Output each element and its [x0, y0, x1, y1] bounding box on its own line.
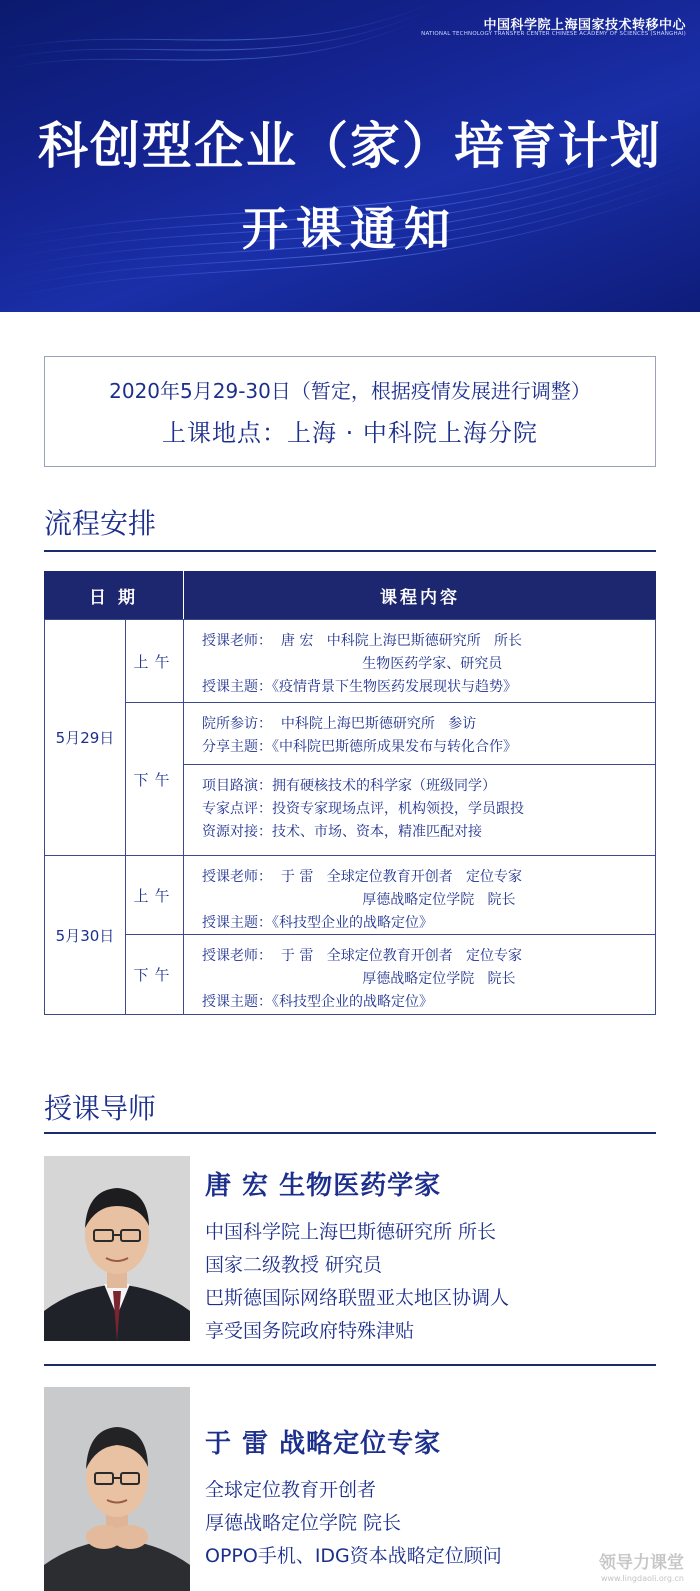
session-line: 授课主题：《科技型企业的战略定位》 [202, 915, 433, 931]
session-line: 院所参访： 中科院上海巴斯德研究所 参访 [202, 716, 477, 732]
header-banner [0, 0, 700, 312]
portrait-icon [44, 1156, 190, 1341]
half-day-pm [125, 934, 184, 1015]
day-cell-0529 [44, 619, 126, 856]
portrait-icon [44, 1387, 190, 1591]
mentor-photo-yu [44, 1387, 190, 1591]
page-subtitle: 开课通知 [242, 202, 458, 256]
half-day-pm [125, 702, 184, 856]
course-date: 2020年5月29-30日（暂定，根据疫情发展进行调整） [109, 379, 591, 403]
am-label: 上午 [133, 652, 176, 671]
schedule-heading: 流程安排 [44, 507, 157, 540]
session-line: 项目路演：拥有硬核技术的科学家（班级同学） [202, 778, 496, 794]
org-name-en: NATIONAL TECHNOLOGY TRANSFER CENTER CHINESE ACADEMY OF SCIENCES (SHANGHAI) [421, 31, 686, 37]
mentor-bio-line: 全球定位教育开创者 [205, 1479, 377, 1501]
mentor-bio-line: OPPO手机、IDG资本战略定位顾问 [205, 1545, 502, 1567]
mentor-photo-tang [44, 1156, 190, 1341]
session-content [183, 934, 656, 1015]
day-label: 5月30日 [55, 926, 115, 945]
watermark-logo: 领导力课堂 [599, 1553, 684, 1573]
org-name: 中国科学院上海国家技术转移中心 [483, 18, 686, 33]
session-line: 厚德战略定位学院 院长 [202, 892, 516, 908]
col-header-date: 日 期 [44, 571, 183, 619]
col-header-content: 课程内容 [184, 571, 656, 619]
session-line: 生物医药学家、研究员 [202, 656, 503, 672]
mentors-heading-rule [44, 1132, 656, 1134]
page-title: 科创型企业（家）培育计划 [38, 117, 662, 175]
half-day-am [125, 855, 184, 935]
course-location: 上课地点：上海 · 中科院上海分院 [162, 419, 538, 447]
session-content [183, 702, 656, 765]
session-line: 授课主题：《科技型企业的战略定位》 [202, 994, 433, 1010]
schedule-heading-rule [44, 550, 656, 552]
mentor-divider [44, 1364, 656, 1366]
mentor-name: 于 雷 战略定位专家 [205, 1429, 442, 1459]
session-line: 分享主题：《中科院巴斯德所成果发布与转化合作》 [202, 739, 517, 755]
session-line: 厚德战略定位学院 院长 [202, 971, 516, 987]
half-day-am [125, 619, 184, 703]
session-content [183, 764, 656, 856]
pm-label: 下午 [133, 770, 176, 789]
pm-label: 下午 [133, 966, 176, 984]
session-line: 授课老师： 于 雷 全球定位教育开创者 定位专家 [202, 869, 523, 885]
session-content [183, 855, 656, 935]
mentor-bio-line: 巴斯德国际网络联盟亚太地区协调人 [205, 1287, 510, 1309]
session-line: 专家点评：投资专家现场点评，机构领投，学员跟投 [202, 801, 524, 817]
mentor-name: 唐 宏 生物医药学家 [205, 1171, 442, 1201]
mentor-bio-line: 国家二级教授 研究员 [205, 1254, 383, 1276]
session-content [183, 619, 656, 703]
session-line: 授课老师： 于 雷 全球定位教育开创者 定位专家 [202, 948, 523, 964]
am-label: 上午 [133, 886, 176, 905]
day-cell-0530 [44, 855, 126, 1015]
info-box [44, 356, 656, 467]
session-line: 资源对接：技术、市场、资本，精准匹配对接 [202, 824, 482, 840]
watermark-url: www.lingdaoli.org.cn [600, 1574, 684, 1583]
mentor-bio-line: 享受国务院政府特殊津贴 [205, 1320, 415, 1342]
session-line: 授课老师： 唐 宏 中科院上海巴斯德研究所 所长 [202, 633, 523, 649]
day-label: 5月29日 [55, 729, 115, 747]
mentor-bio-line: 中国科学院上海巴斯德研究所 所长 [205, 1221, 497, 1243]
mentors-heading: 授课导师 [44, 1092, 157, 1125]
mentor-bio-line: 厚德战略定位学院 院长 [205, 1512, 402, 1534]
session-line: 授课主题：《疫情背景下生物医药发展现状与趋势》 [202, 679, 517, 695]
